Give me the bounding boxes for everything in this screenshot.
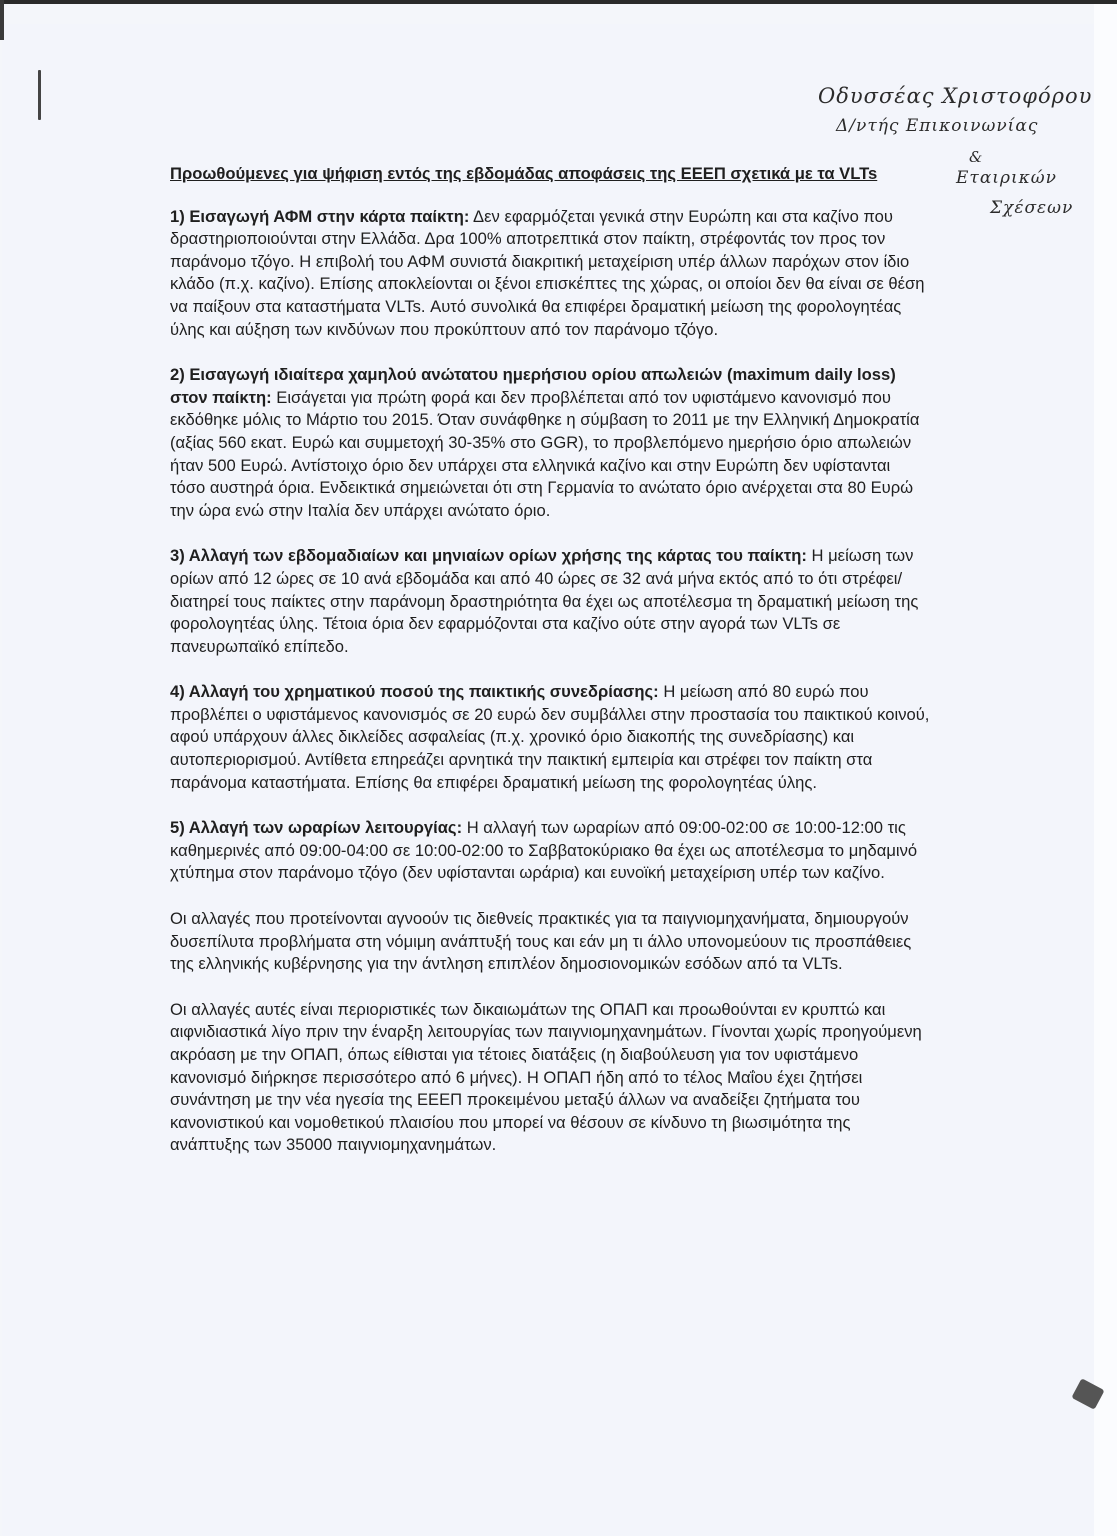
item-heading: 5) Αλλαγή των ωραρίων λειτουργίας:	[170, 818, 463, 838]
handwritten-role: Δ/ντής Επικοινωνίας	[836, 116, 1039, 136]
numbered-item	[170, 206, 930, 342]
document-body	[170, 163, 930, 1180]
handwritten-ampersand: &	[969, 148, 984, 166]
document-title: Προωθούμενες για ψήφιση εντός της εβδομάδας αποφάσεις της ΕΕΕΠ σχετικά με τα VLTs	[170, 164, 878, 183]
handwritten-name: Οδυσσέας Χριστοφόρου	[818, 84, 1093, 108]
scan-left-edge	[0, 0, 4, 40]
item-heading: 1) Εισαγωγή ΑΦΜ στην κάρτα παίκτη:	[170, 206, 470, 226]
numbered-item	[170, 681, 930, 794]
handwritten-word-2: Σχέσεων	[990, 198, 1074, 218]
body-paragraph: Οι αλλαγές που προτείνονται αγνοούν τις διεθνείς πρακτικές για τα παιγνιομηχανήματα, δημιουργούν δυσεπίλυτα προβλήματα στη νόμιμη ανάπτυξή τους και εάν μη τι άλλο υπονομεύουν τις προσπάθειες της ελληνικής κυβέρνησης για την άντληση επιπλέον δημοσιονομικών εσόδων από τα VLTs.	[170, 909, 912, 974]
item-text: Η αλλαγή των ωραρίων από 09:00-02:00 σε 10:00-12:00 τις καθημερινές από 09:00-04:00 σε 10:00-02:00 το Σαββατοκύριακο θα έχει ως αποτέλεσμα το μηδαμινό χτύπημα στον παράνομο τζόγο (δεν υφίστανται ωράρια) και ευνοϊκή μεταχείριση υπέρ των καζίνο.	[170, 818, 918, 883]
item-text: Εισάγεται για πρώτη φορά και δεν προβλέπεται από τον υφιστάμενο κανονισμό που εκδόθηκε μόλις το Μάρτιο του 2015. Όταν συνάφθηκε η σύμβαση το 2011 με την Ελληνική Δημοκρατία (αξίας 560 εκατ. Ευρώ και συμμετοχή 30-35% στο GGR), το προβλεπόμενο ημερήσιο όριο απωλειών ήταν 500 Ευρώ. Αντίστοιχο όριο δεν υπάρχει στα ελληνικά καζίνο και στην Ευρώπη δεν υφίστανται τόσο αυστηρά όρια. Ενδεικτικά σημειώνεται ότι στη Γερμανία το ανώτατο όριο ανέρχεται στα 80 Ευρώ την ώρα ενώ στην Ιταλία δεν υπάρχει ανώτατο όριο.	[170, 387, 920, 520]
body-paragraph: Οι αλλαγές αυτές είναι περιοριστικές των δικαιωμάτων της ΟΠΑΠ και προωθούνται εν κρυπτώ και αιφνιδιαστικά λίγο πριν την έναρξη λειτουργίας των παιγνιομηχανημάτων. Γίνονται χωρίς προηγούμενη ακρόαση με την ΟΠΑΠ, όπως είθισται για τέτοιες διατάξεις (η διαβούλευση για τον υφιστάμενο κανονισμό διήρκησε περισσότερο από 6 μήνες). Η ΟΠΑΠ ήδη από το τέλος Μαΐου έχει ζητήσει συνάντηση με την νέα ηγεσία της ΕΕΕΠ προκειμένου μεταξύ άλλων να αναδείξει ζητήματα του κανονιστικού και νομοθετικού πλαισίου που μπορεί να θέσουν σε κίνδυνο τη βιωσιμότητα της ανάπτυξης των 35000 παιγνιομηχανημάτων.	[170, 999, 922, 1155]
scan-top-border	[0, 0, 1117, 4]
numbered-item	[170, 545, 930, 658]
handwritten-word-1: Εταιρικών	[956, 168, 1057, 188]
item-heading: 3) Αλλαγή των εβδομαδιαίων και μηνιαίων ορίων χρήσης της κάρτας του παίκτη:	[170, 546, 807, 566]
numbered-item	[170, 817, 930, 885]
pen-mark	[38, 70, 41, 120]
item-text: Η μείωση των ορίων από 12 ώρες σε 10 ανά εβδομάδα και από 40 ώρες σε 32 ανά μήνα εκτός από το ότι στρέφει/διατηρεί τους παίκτες στην παράνομη δραστηριότητα θα έχει ως αποτέλεσμα τη δραματική μείωση της φορολογητέας ύλης. Τέτοια όρια δεν εφαρμόζονται στα καζίνο ούτε στην αγορά των VLTs σε πανευρωπαϊκό επίπεδο.	[170, 546, 919, 656]
scan-right-margin	[1094, 4, 1117, 1536]
item-heading: 4) Αλλαγή του χρηματικού ποσού της παικτικής συνεδρίασης:	[170, 682, 659, 702]
numbered-item	[170, 364, 930, 522]
item-text: Η μείωση από 80 ευρώ που προβλέπει ο υφιστάμενος κανονισμός σε 20 ευρώ δεν συμβάλλει στην προστασία του παικτικού κοινού, αφού υπάρχουν άλλες δικλείδες ασφαλείας (π.χ. χρονικό όριο διακοπής της συνεδρίασης) και αυτοπεριορισμού. Αντίθετα επηρεάζει αρνητικά την παικτική εμπειρία και στρέφει τον παίκτη στα παράνομα καταστήματα. Επίσης θα επιφέρει δραματική μείωση της φορολογητέας ύλης.	[170, 682, 930, 792]
item-heading: 2) Εισαγωγή ιδιαίτερα χαμηλού ανώτατου ημερήσιου ορίου απωλειών (maximum daily loss) στον παίκτη:	[170, 365, 896, 407]
item-text: Δεν εφαρμόζεται γενικά στην Ευρώπη και στα καζίνο που δραστηριοποιούνται στην Ελλάδα. Δρα 100% αποτρεπτικά στον παίκτη, στρέφοντάς τον προς τον παράνομο τζόγο. Η επιβολή του ΑΦΜ συνιστά διακριτική μεταχείριση υπέρ άλλων παρόχων στον ίδιο κλάδο (π.χ. καζίνο). Επίσης αποκλείονται οι ξένοι επισκέπτες της χώρας, οι οποίοι δεν θα είναι σε θέση να παίξουν στα καταστήματα VLTs. Αυτό συνολικά θα επιφέρει δραματική μείωση της φορολογητέας ύλης και αύξηση των κινδύνων που προκύπτουν από τον παράνομο τζόγο.	[170, 206, 925, 339]
